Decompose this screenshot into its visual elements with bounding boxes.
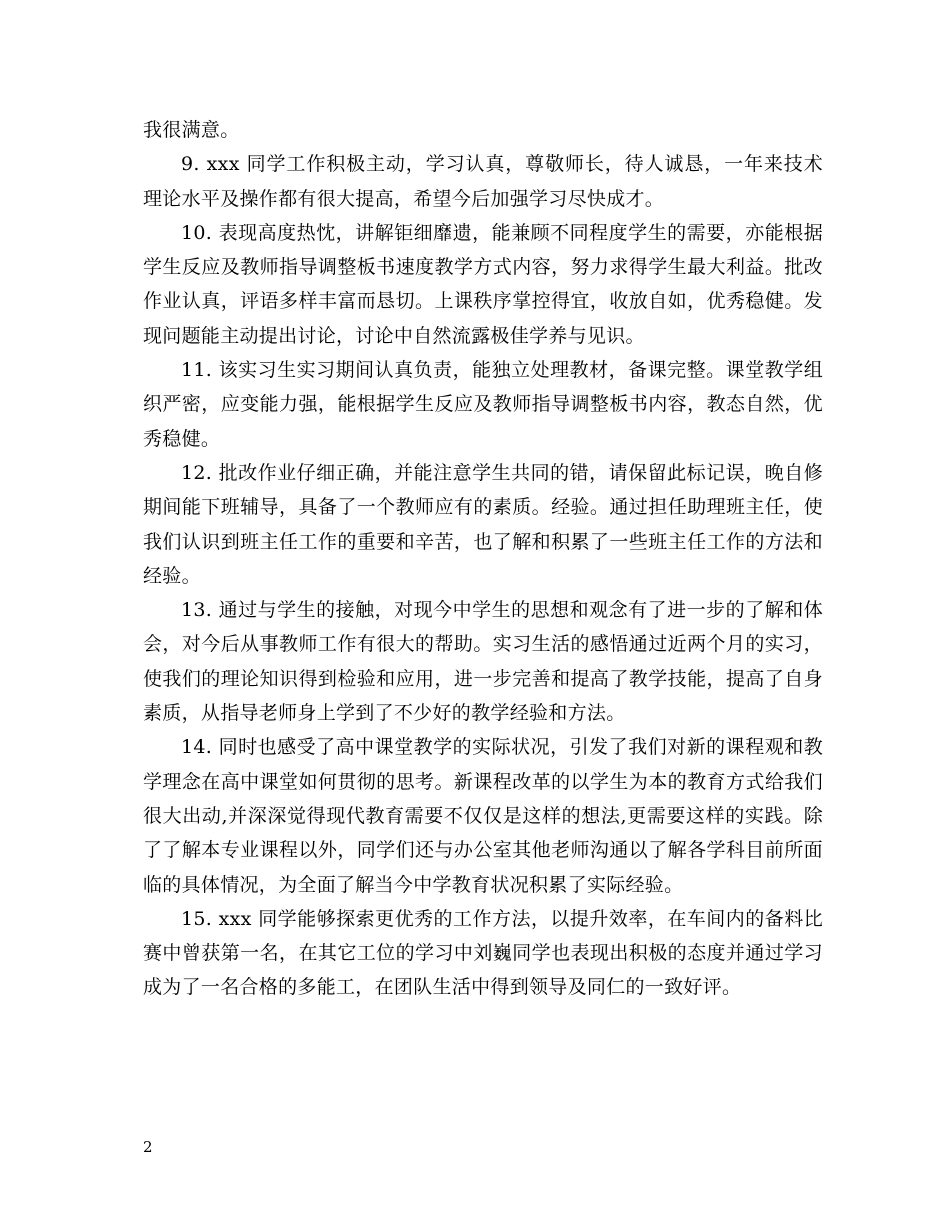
document-body xyxy=(143,113,823,1005)
paragraph-item-12: 12. 批改作业仔细正确，并能注意学生共同的错，请保留此标记误，晚自修期间能下班辅导，具备了一个教师应有的素质。经验。通过担任助理班主任，使我们认识到班主任工作的重要和辛苦，也了解和积累了一些班主任工作的方法和经验。 xyxy=(143,461,823,587)
paragraph-item-11: 11. 该实习生实习期间认真负责，能独立处理教材，备课完整。课堂教学组织严密，应变能力强，能根据学生反应及教师指导调整板书内容，教态自然，优秀稳健。 xyxy=(143,359,823,450)
paragraph-item-9: 9. xxx 同学工作积极主动，学习认真，尊敬师长，待人诚恳，一年来技术理论水平及操作都有很大提高，希望今后加强学习尽快成才。 xyxy=(143,153,823,210)
paragraph-item-10: 10. 表现高度热忱，讲解钜细靡遗，能兼顾不同程度学生的需要，亦能根据学生反应及教师指导调整板书速度教学方式内容，努力求得学生最大利益。批改作业认真，评语多样丰富而恳切。上课秩序掌控得宜，收放自如，优秀稳健。发现问题能主动提出讨论，讨论中自然流露极佳学养与见识。 xyxy=(143,221,823,347)
paragraph-continuation: 我很满意。 xyxy=(143,119,240,141)
page-number: 2 xyxy=(143,1138,153,1156)
paragraph-item-13: 13. 通过与学生的接触，对现今中学生的思想和观念有了进一步的了解和体会，对今后从事教师工作有很大的帮助。实习生活的感悟通过近两个月的实习，使我们的理论知识得到检验和应用，进一步完善和提高了教学技能，提高了自身素质，从指导老师身上学到了不少好的教学经验和方法。 xyxy=(143,599,823,725)
paragraph-item-14: 14. 同时也感受了高中课堂教学的实际状况，引发了我们对新的课程观和教学理念在高中课堂如何贯彻的思考。新课程改革的以学生为本的教育方式给我们很大出动,并深深觉得现代教育需要不仅仅是这样的想法,更需要这样的实践。除了了解本专业课程以外，同学们还与办公室其他老师沟通以了解各学科目前所面临的具体情况，为全面了解当今中学教育状况积累了实际经验。 xyxy=(143,736,823,896)
paragraph-item-15: 15. xxx 同学能够探索更优秀的工作方法，以提升效率，在车间内的备料比赛中曾获第一名，在其它工位的学习中刘巍同学也表现出积极的态度并通过学习成为了一名合格的多能工，在团队生活中得到领导及同仁的一致好评。 xyxy=(143,907,823,999)
